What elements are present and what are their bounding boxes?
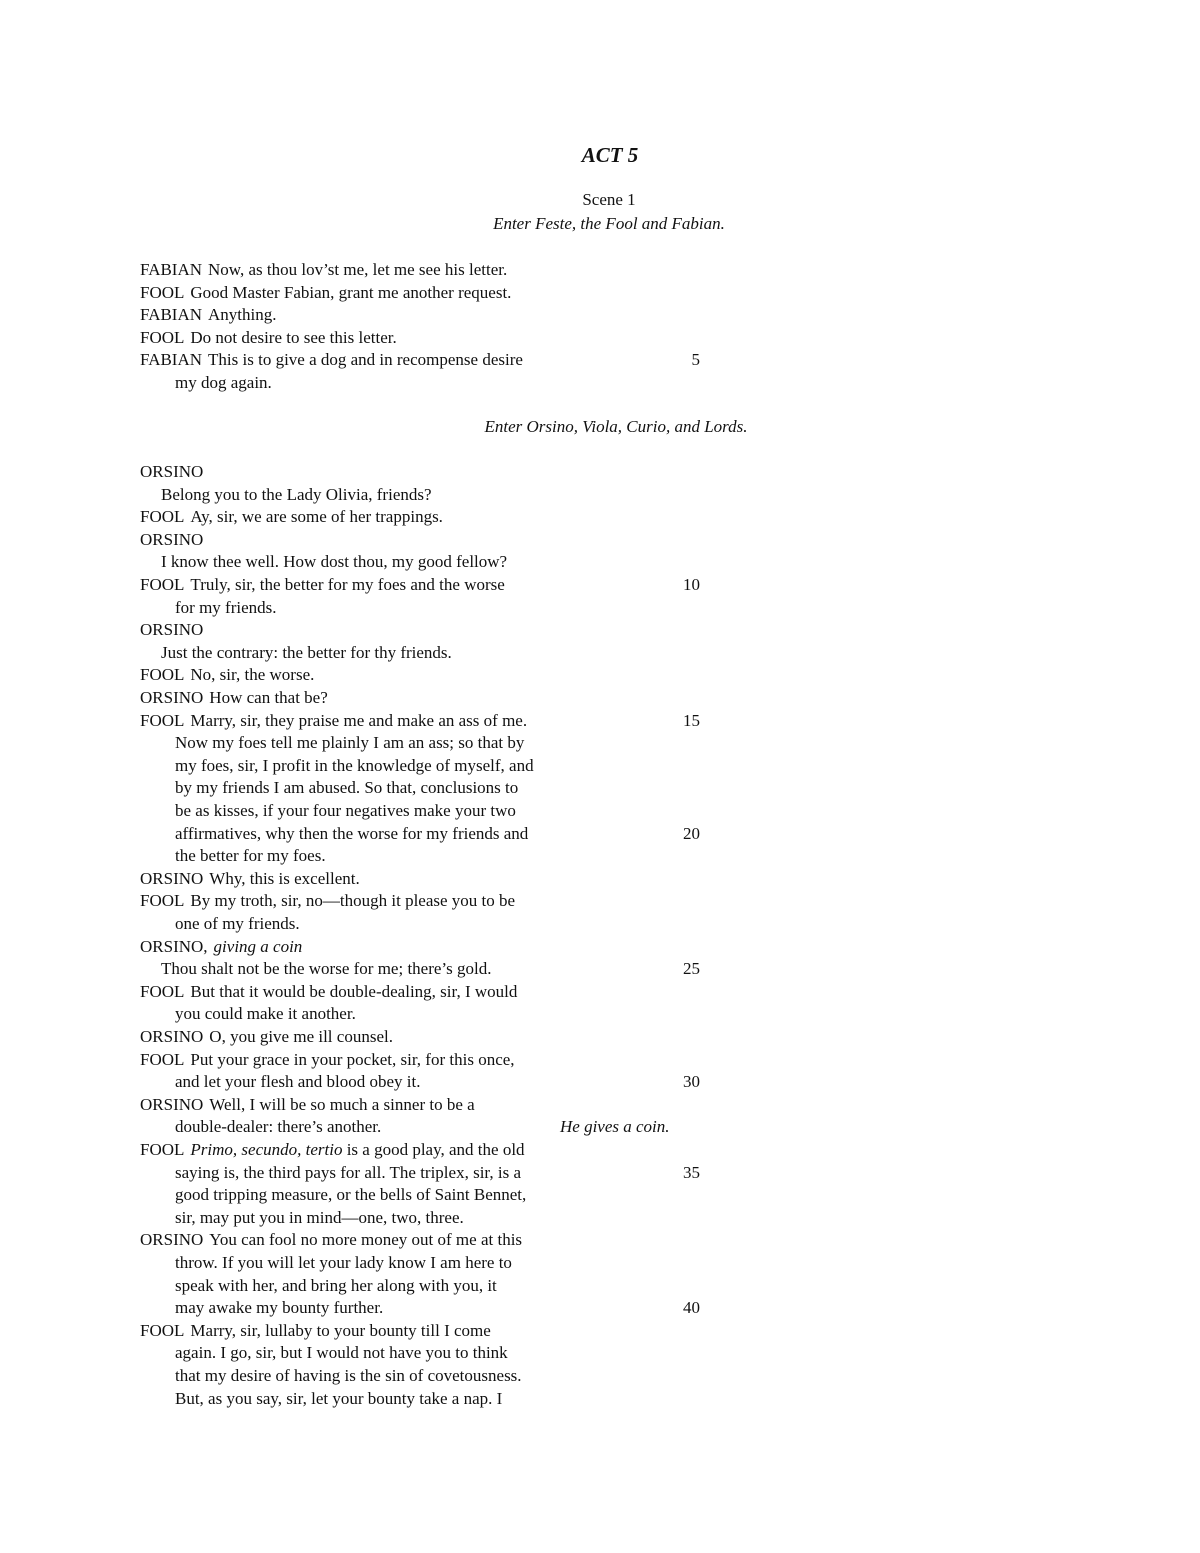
line-text: But, as you say, sir, let your bounty take a nap. I	[175, 1388, 503, 1408]
line-text: By my troth, sir, no—though it please you to be	[190, 891, 516, 911]
stage-direction-right: He gives a coin.	[560, 1117, 670, 1137]
line-text: How can that be?	[209, 688, 328, 707]
line-text: is a good play, and the old	[346, 1140, 525, 1159]
continuation-line	[175, 732, 524, 754]
line-text: be as kisses, if your four negatives make your two	[175, 801, 516, 820]
speech-line	[140, 619, 209, 641]
line-number: 15	[683, 710, 700, 730]
line-text: Truly, sir, the better for my foes and the worse	[190, 575, 505, 594]
speech-line	[140, 1139, 525, 1161]
line-text: Good Master Fabian, grant me another request.	[190, 282, 512, 302]
line-number: 5	[691, 350, 700, 370]
speaker-name: ORSINO	[140, 868, 204, 888]
continuation-line	[175, 1162, 521, 1184]
line-text: that my desire of having is the sin of covetousness.	[175, 1366, 522, 1385]
speech-line	[140, 981, 517, 1003]
speech-line	[140, 506, 443, 528]
line-text: Ay, sir, we are some of her trappings.	[190, 507, 443, 527]
speech-line	[140, 687, 328, 709]
continuation-line	[175, 1071, 421, 1093]
speech-line	[140, 574, 505, 596]
speaker-name: FOOL	[140, 507, 185, 527]
continuation-line	[175, 755, 534, 777]
continuation-line	[175, 372, 272, 394]
speaker-name: ORSINO	[140, 529, 204, 549]
latin-phrase: Primo, secundo, tertio	[190, 1140, 347, 1159]
line-text: But that it would be double-dealing, sir, I would	[190, 981, 518, 1001]
continuation-line	[175, 1184, 526, 1206]
continuation-line	[175, 823, 528, 845]
continuation-line	[175, 1275, 497, 1297]
speaker-name: ORSINO	[140, 688, 204, 707]
speaker-name: FOOL	[140, 575, 185, 594]
continuation-line	[175, 1252, 512, 1274]
speech-line	[140, 304, 277, 326]
line-text: Now, as thou lov’st me, let me see his letter.	[208, 260, 508, 279]
speech-line	[140, 1049, 515, 1071]
speaker-name: FABIAN	[140, 260, 203, 279]
line-text: Marry, sir, they praise me and make an ass of me.	[190, 710, 528, 730]
line-text: Just the contrary: the better for thy friends.	[161, 642, 452, 662]
speech-line	[140, 868, 360, 890]
continuation-line	[175, 845, 326, 867]
line-text: Thou shalt not be the worse for me; there’s gold.	[161, 959, 492, 979]
verse-line	[161, 642, 452, 664]
line-text: my foes, sir, I profit in the knowledge of myself, and	[175, 755, 534, 775]
line-text: speak with her, and bring her along with you, it	[175, 1275, 497, 1295]
speaker-name: FOOL	[140, 981, 185, 1001]
line-text: double-dealer: there’s another.	[175, 1117, 382, 1137]
line-text: and let your flesh and blood obey it.	[175, 1072, 421, 1092]
speech-line	[140, 349, 523, 371]
line-text: O, you give me ill counsel.	[209, 1027, 393, 1046]
continuation-line	[175, 800, 516, 822]
line-text: the better for my foes.	[175, 846, 326, 866]
verse-line	[161, 484, 432, 506]
line-text: I know thee well. How dost thou, my good fellow?	[161, 552, 508, 572]
speaker-name: FABIAN	[140, 305, 203, 325]
speech-line	[140, 936, 302, 958]
line-number: 30	[683, 1072, 700, 1092]
line-number: 10	[683, 575, 700, 594]
speech-line	[140, 529, 209, 551]
speaker-name: ORSINO	[140, 1027, 204, 1046]
speech-line	[140, 1026, 393, 1048]
speech-line	[140, 890, 515, 912]
speaker-name: ORSINO,	[140, 936, 208, 956]
scene-title: Scene 1	[582, 190, 636, 209]
line-text: Well, I will be so much a sinner to be a	[209, 1094, 475, 1114]
stage-direction-inline: giving a coin	[213, 936, 303, 956]
line-text: Anything.	[208, 305, 277, 325]
line-text: Why, this is excellent.	[209, 868, 360, 888]
line-text: by my friends I am abused. So that, conclusions to	[175, 778, 519, 798]
line-text: one of my friends.	[175, 914, 300, 933]
line-text: This is to give a dog and in recompense desire	[208, 350, 523, 370]
speaker-name: ORSINO	[140, 1230, 204, 1250]
stage-direction-entrance: Enter Orsino, Viola, Curio, and Lords.	[484, 417, 748, 436]
speech-line	[140, 282, 511, 304]
line-text: may awake my bounty further.	[175, 1298, 384, 1318]
line-text: Do not desire to see this letter.	[190, 327, 397, 347]
line-text: Now my foes tell me plainly I am an ass; so that by	[175, 733, 525, 753]
line-text: Put your grace in your pocket, sir, for this once,	[190, 1049, 515, 1069]
speaker-name: FOOL	[140, 1049, 185, 1069]
line-text: Marry, sir, lullaby to your bounty till I come	[190, 1320, 491, 1340]
speech-line	[140, 1094, 475, 1116]
speech-line	[140, 664, 314, 686]
speaker-name: FOOL	[140, 710, 185, 730]
line-number: 25	[683, 959, 700, 979]
verse-line	[161, 958, 491, 980]
line-text: saying is, the third pays for all. The triplex, sir, is a	[175, 1162, 522, 1182]
speaker-name: FABIAN	[140, 350, 203, 370]
line-number: 20	[683, 823, 700, 843]
stage-direction-entrance: Enter Feste, the Fool and Fabian.	[493, 214, 725, 233]
line-text: sir, may put you in mind—one, two, three.	[175, 1207, 464, 1227]
line-text: my dog again.	[175, 373, 272, 392]
continuation-line	[175, 777, 518, 799]
line-text: affirmatives, why then the worse for my friends and	[175, 823, 529, 843]
speech-line	[140, 710, 527, 732]
speech-line	[140, 327, 397, 349]
line-text: throw. If you will let your lady know I am here to	[175, 1253, 512, 1272]
continuation-line	[175, 1365, 522, 1387]
continuation-line	[175, 597, 277, 619]
verse-line	[161, 551, 507, 573]
continuation-line	[175, 1116, 381, 1138]
speech-line	[140, 1229, 522, 1251]
act-title: ACT 5	[581, 143, 639, 167]
speech-line	[140, 1320, 491, 1342]
line-text: You can fool no more money out of me at this	[209, 1230, 523, 1250]
speaker-name: ORSINO	[140, 1094, 204, 1114]
line-text: good tripping measure, or the bells of Saint Bennet,	[175, 1185, 527, 1205]
continuation-line	[175, 1342, 508, 1364]
continuation-line	[175, 1297, 383, 1319]
speech-line	[140, 461, 209, 483]
continuation-line	[175, 1388, 502, 1410]
speaker-name: FOOL	[140, 1320, 185, 1340]
continuation-line	[175, 1207, 464, 1229]
speaker-name: FOOL	[140, 891, 185, 911]
line-text: Belong you to the Lady Olivia, friends?	[161, 484, 432, 504]
speaker-name: FOOL	[140, 327, 185, 347]
speaker-name: FOOL	[140, 665, 185, 685]
speaker-name: FOOL	[140, 1140, 185, 1159]
continuation-line	[175, 913, 300, 935]
line-text: you could make it another.	[175, 1004, 356, 1024]
speaker-name: FOOL	[140, 282, 185, 302]
line-text: again. I go, sir, but I would not have you to think	[175, 1343, 508, 1363]
speaker-name: ORSINO	[140, 620, 204, 640]
continuation-line	[175, 1003, 356, 1025]
speech-line	[140, 259, 507, 281]
line-text: No, sir, the worse.	[190, 665, 315, 685]
line-text: for my friends.	[175, 597, 277, 617]
line-number: 40	[683, 1298, 700, 1318]
line-number: 35	[683, 1162, 700, 1182]
speaker-name: ORSINO	[140, 462, 204, 481]
